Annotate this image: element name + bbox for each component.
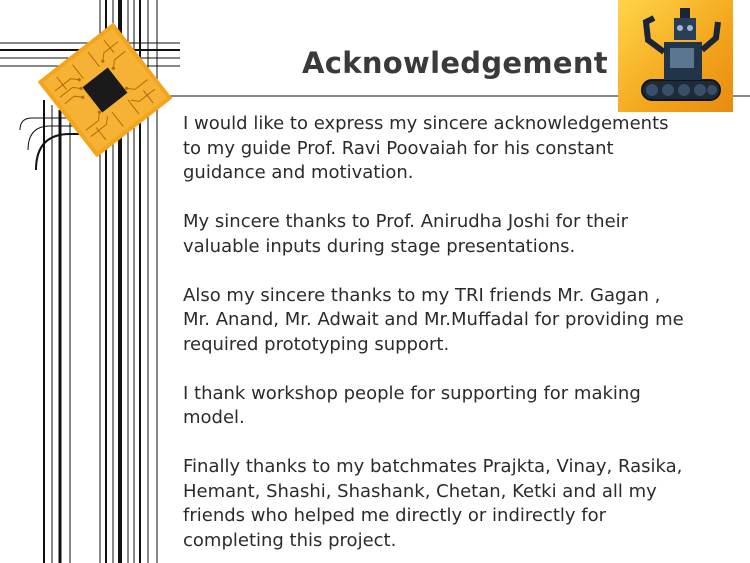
paragraph-workshop	[183, 382, 743, 431]
text-line: I would like to express my sincere acknowledgements	[183, 113, 669, 134]
text-line: I thank workshop people for supporting for making	[183, 382, 641, 404]
text-line: Mr. Anand, Mr. Adwait and Mr.Muffadal for providing me	[183, 309, 684, 330]
text-line: valuable inputs during stage presentations.	[183, 235, 576, 257]
robot-image	[618, 0, 733, 112]
text-line: friends who helped me directly or indirectly for	[183, 505, 607, 526]
text-line: Finally thanks to my batchmates Prajkta, Vinay, Rasika,	[183, 456, 683, 477]
paragraph-tri-friends	[183, 284, 743, 358]
paragraph-guide	[183, 112, 743, 186]
text-line: guidance and motivation.	[183, 162, 414, 183]
paragraph-prof-joshi	[183, 210, 743, 259]
paragraph-batchmates	[183, 455, 743, 553]
text-line: My sincere thanks to Prof. Anirudha Joshi for their	[183, 211, 629, 232]
text-line: Also my sincere thanks to my TRI friends Mr. Gagan ,	[183, 284, 661, 306]
acknowledgement-body	[183, 112, 743, 563]
text-line: required prototyping support.	[183, 333, 450, 355]
text-line: Hemant, Shashi, Shashank, Chetan, Ketki and all my	[183, 480, 657, 502]
text-line: completing this project.	[183, 529, 397, 551]
text-line: to my guide Prof. Ravi Poovaiah for his constant	[183, 137, 614, 159]
text-line: model.	[183, 407, 245, 428]
slide-title: Acknowledgement	[302, 46, 608, 80]
